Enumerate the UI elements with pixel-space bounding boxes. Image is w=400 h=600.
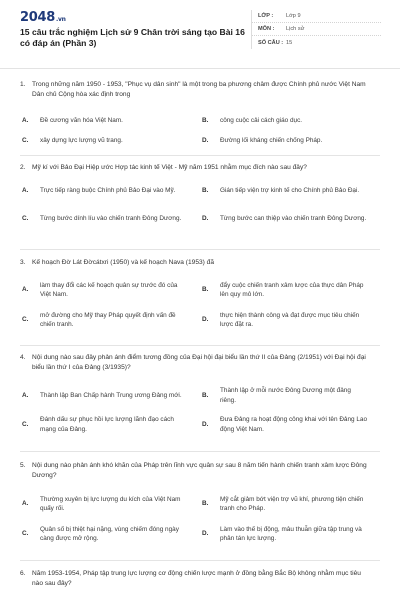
option-c[interactable]	[20, 131, 200, 151]
option-b[interactable]	[200, 275, 380, 305]
question-number: 6.	[20, 570, 26, 577]
question-separator	[20, 451, 380, 452]
option-text: làm thay đổi các kế hoạch quân sự trước đó của Việt Nam.	[40, 281, 178, 298]
option-a[interactable]	[20, 489, 200, 519]
option-text: Thành lập Ban Chấp hành Trung ương Đảng mới.	[40, 391, 182, 399]
option-text: Thường xuyên bị lực lượng du kích của Việt Nam quấy rối.	[40, 495, 181, 512]
option-d[interactable]	[200, 131, 380, 151]
option-text: Từng bước can thiệp vào chiến tranh Đông Dương.	[220, 215, 367, 223]
logo-text: 2048	[20, 10, 55, 25]
option-letter: D.	[202, 316, 209, 324]
option-letter: C.	[22, 316, 29, 324]
site-logo[interactable]	[20, 10, 66, 25]
option-text: mở đường cho Mỹ thay Pháp quyết định vấn đề chiến tranh.	[40, 311, 176, 328]
option-text: Mỹ cắt giảm bớt viện trợ vũ khí, phương tiện chiến tranh cho Pháp.	[220, 495, 364, 512]
question-separator	[20, 560, 380, 561]
option-b[interactable]	[200, 111, 380, 131]
option-letter: D.	[202, 215, 209, 223]
option-a[interactable]	[20, 381, 200, 410]
option-d[interactable]	[200, 205, 380, 233]
question-number: 5.	[20, 462, 26, 469]
option-text: Quân số bị thiệt hại nặng, vùng chiếm đóng ngày càng được mở rộng.	[40, 525, 179, 542]
option-b[interactable]	[200, 381, 380, 410]
option-letter: B.	[202, 187, 209, 195]
question-text: Nội dung nào phản ánh khó khăn của Pháp trên lĩnh vực quân sự sau 8 năm tiến hành chiến tranh xâm lược Đông Dương?	[32, 462, 367, 479]
meta-label: MÔN :	[258, 26, 275, 32]
question-stem	[20, 461, 380, 481]
option-c[interactable]	[20, 305, 200, 335]
option-a[interactable]	[20, 275, 200, 305]
option-letter: C.	[22, 137, 29, 145]
option-text: Đưa Đảng ra hoạt động công khai với tên Đảng Lao động Việt Nam.	[220, 416, 368, 433]
question-number: 3.	[20, 259, 26, 266]
option-d[interactable]	[200, 410, 380, 439]
question-separator	[20, 249, 380, 250]
question-stem	[20, 80, 380, 100]
option-letter: A.	[22, 391, 29, 399]
option-text: xây dựng lực lượng vũ trang.	[40, 137, 123, 145]
header-divider	[0, 68, 400, 69]
question-2	[20, 163, 380, 223]
question-5	[20, 461, 380, 542]
option-letter: C.	[22, 215, 29, 223]
question-number: 2.	[20, 164, 26, 171]
option-letter: B.	[202, 286, 209, 294]
question-number: 1.	[20, 81, 26, 88]
option-grid	[20, 177, 380, 233]
option-grid	[20, 489, 380, 549]
option-letter: D.	[202, 137, 209, 145]
option-letter: A.	[22, 500, 29, 508]
option-b[interactable]	[200, 177, 380, 205]
meta-table	[251, 10, 381, 49]
question-number: 4.	[20, 354, 26, 361]
option-letter: B.	[202, 117, 209, 125]
option-letter: D.	[202, 420, 209, 428]
option-text: công cuộc cải cách giáo dục.	[220, 117, 303, 125]
option-grid	[20, 381, 380, 439]
option-grid	[20, 111, 380, 151]
option-a[interactable]	[20, 177, 200, 205]
option-letter: B.	[202, 500, 209, 508]
option-d[interactable]	[200, 305, 380, 335]
option-text: Thành lập ở mỗi nước Đông Dương một đảng riêng.	[220, 387, 351, 404]
logo-suffix: .vn	[55, 16, 66, 23]
option-text: Gián tiếp viện trợ kinh tế cho Chính phủ Bảo Đại.	[220, 187, 360, 195]
option-letter: B.	[202, 391, 209, 399]
question-text: Năm 1953-1954, Pháp tập trung lực lượng cơ động chiến lược mạnh ở đồng bằng Bắc Bộ không nhằm mục tiêu nào sau đây?	[32, 570, 361, 587]
option-text: thực hiện thành công và đạt được mục tiêu chiến lược đặt ra.	[220, 311, 360, 328]
question-text: Trong những năm 1950 - 1953, "Phục vụ dân sinh" là một trong ba phương châm được Chính phủ nước Việt Nam Dân chủ Cộng hòa xác định trong	[32, 81, 366, 98]
question-separator	[20, 155, 380, 156]
option-text: đẩy cuộc chiến tranh xâm lược của thực dân Pháp lên quy mô lớn.	[220, 281, 364, 298]
page-header	[0, 0, 400, 64]
meta-row-subject	[252, 23, 381, 36]
meta-label: LỚP :	[258, 13, 274, 19]
option-letter: A.	[22, 187, 29, 195]
option-c[interactable]	[20, 410, 200, 439]
question-3	[20, 258, 380, 328]
question-1	[20, 80, 380, 145]
question-text: Nội dung nào sau đây phản ánh điểm tương đồng của Đại hội đại biểu lần thứ II của Đảng (2/1951) với Đại hội đại biểu lần thứ I của Đảng (3/1935)?	[32, 354, 366, 371]
question-stem	[20, 353, 380, 373]
question-text: Mỹ kí với Bảo Đại Hiệp ước Hợp tác kinh tế Việt - Mỹ năm 1951 nhằm mục đích nào sau đây?	[32, 164, 307, 171]
option-letter: C.	[22, 420, 29, 428]
option-b[interactable]	[200, 489, 380, 519]
option-text: Trực tiếp ràng buộc Chính phủ Bảo Đại vào Mỹ.	[40, 187, 176, 195]
option-letter: A.	[22, 117, 29, 125]
option-letter: D.	[202, 530, 209, 538]
question-6	[20, 569, 380, 589]
meta-value: 15	[286, 39, 293, 46]
option-letter: C.	[22, 530, 29, 538]
document-title: 15 câu trắc nghiệm Lịch sử 9 Chân trời sáng tạo Bài 16 có đáp án (Phần 3)	[20, 27, 245, 48]
question-stem	[20, 258, 380, 268]
option-text: Đề cương văn hóa Việt Nam.	[40, 117, 123, 125]
meta-value: Lịch sử	[286, 26, 305, 32]
option-grid	[20, 275, 380, 335]
question-stem	[20, 163, 380, 173]
option-text: Làm vào thế bị động, mâu thuẫn giữa tập trung và phân tán lực lượng.	[220, 525, 362, 542]
option-c[interactable]	[20, 205, 200, 233]
meta-row-class	[252, 10, 381, 23]
option-letter: A.	[22, 286, 29, 294]
meta-value: Lớp 9	[286, 13, 301, 19]
option-c[interactable]	[20, 519, 200, 549]
option-d[interactable]	[200, 519, 380, 549]
option-text: Từng bước dính líu vào chiến tranh Đông Dương.	[40, 215, 182, 223]
meta-label: SỐ CÂU :	[258, 39, 284, 46]
question-4	[20, 353, 380, 433]
question-stem	[20, 569, 380, 589]
option-a[interactable]	[20, 111, 200, 131]
question-separator	[20, 345, 380, 346]
option-text: Đường lối kháng chiến chống Pháp.	[220, 137, 323, 145]
option-text: Đánh dấu sự phục hồi lực lượng lãnh đạo cách mạng của Đảng.	[40, 416, 174, 433]
question-text: Kế hoạch Đờ Lát Đờcátxri (1950) và kế hoạch Nava (1953) đã	[32, 259, 215, 266]
meta-row-count	[252, 36, 381, 49]
